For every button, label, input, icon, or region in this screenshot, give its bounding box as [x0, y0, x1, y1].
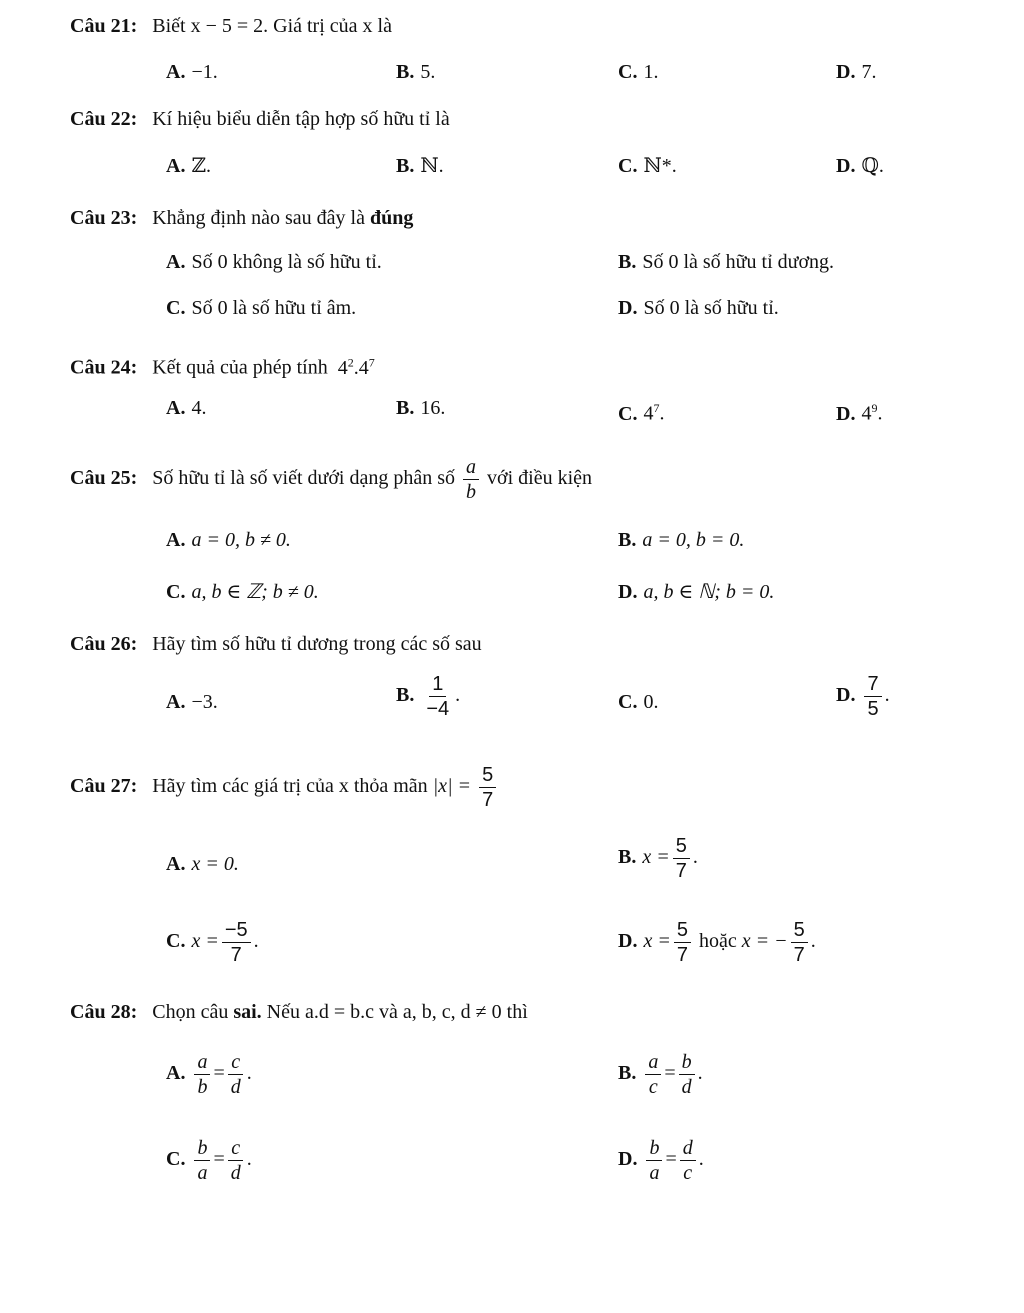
- fraction: $\frac{7}{5}$: [864, 674, 881, 719]
- fraction: $\frac{d}{c}$: [680, 1138, 696, 1183]
- question-24-stem: [70, 350, 375, 380]
- fraction: $\frac{b}{a}$: [194, 1138, 210, 1183]
- question-21-stem: [70, 14, 392, 38]
- option-d[interactable]: D. a, b ∈ ℕ; b = 0.: [618, 581, 775, 603]
- option-d[interactable]: D. $4^9$.: [836, 401, 883, 425]
- option-d[interactable]: D. Số 0 là số hữu tỉ.: [618, 297, 779, 319]
- fraction: $\frac{5}{7}$: [673, 836, 690, 881]
- option-b[interactable]: B. $\frac{1}{-4}$ .: [396, 673, 461, 720]
- question-text: Kết quả của phép tính: [152, 356, 328, 379]
- question-text-tail: với điều kiện: [487, 467, 593, 489]
- question-text: Hãy tìm số hữu tỉ dương trong các số sau: [152, 633, 482, 655]
- option-c[interactable]: C. $\frac{b}{a}$ = $\frac{c}{d}$ .: [166, 1137, 252, 1184]
- option-d[interactable]: D. $\frac{7}{5}$ .: [836, 673, 890, 720]
- option-b[interactable]: B. x = $\frac{5}{7}$ .: [618, 835, 698, 882]
- question-label: Câu 25:: [70, 467, 138, 489]
- option-a[interactable]: A. a = 0, b ≠ 0.: [166, 529, 291, 551]
- option-b[interactable]: B. Số 0 là số hữu tỉ dương.: [618, 251, 835, 273]
- question-label: Câu 21:: [70, 15, 138, 37]
- emphasis-word: sai.: [233, 1001, 262, 1023]
- question-text-pre: Chọn câu: [152, 1001, 229, 1023]
- question-27-stem: [70, 758, 499, 814]
- fraction: $\frac{c}{d}$: [228, 1138, 244, 1183]
- fraction: $\frac{a}{b}$: [194, 1052, 210, 1097]
- absolute-value: |x| =: [432, 775, 472, 797]
- question-text: Biết x − 5 = 2. Giá trị của x là: [152, 15, 392, 37]
- question-text: Nếu a.d = b.c và a, b, c, d ≠ 0 thì: [266, 1001, 528, 1023]
- option-b[interactable]: B. $\frac{a}{c}$ = $\frac{b}{d}$ .: [618, 1051, 703, 1098]
- option-b[interactable]: B. 5.: [396, 61, 436, 83]
- option-c[interactable]: C. a, b ∈ ℤ; b ≠ 0.: [166, 581, 319, 603]
- option-d[interactable]: D. x = $\frac{5}{7}$ hoặc x = − $\frac{5}{7}$ .: [618, 919, 816, 966]
- option-c[interactable]: C. ℕ*.: [618, 155, 677, 177]
- option-d[interactable]: D. 7.: [836, 61, 877, 83]
- question-label: Câu 26:: [70, 633, 138, 655]
- option-b[interactable]: B. 16.: [396, 397, 446, 419]
- option-d[interactable]: D. ℚ.: [836, 155, 884, 177]
- emphasis-word: đúng: [369, 207, 414, 229]
- question-label: Câu 28:: [70, 1001, 138, 1023]
- question-22-stem: [70, 107, 450, 131]
- fraction: $\frac{a}{c}$: [645, 1052, 661, 1097]
- option-c[interactable]: C. 0.: [618, 691, 659, 713]
- question-label: Câu 23:: [70, 207, 138, 229]
- option-a[interactable]: A. ℤ.: [166, 155, 212, 177]
- option-a[interactable]: A. x = 0.: [166, 853, 239, 875]
- option-b[interactable]: B. a = 0, b = 0.: [618, 529, 745, 551]
- question-25-stem: [70, 450, 592, 506]
- fraction: $\frac{b}{a}$: [646, 1138, 662, 1183]
- option-a[interactable]: A. −3.: [166, 691, 218, 713]
- question-text: Kí hiệu biểu diễn tập hợp số hữu tỉ là: [152, 108, 450, 130]
- question-text: Số hữu tỉ là số viết dưới dạng phân số: [152, 467, 456, 489]
- option-a[interactable]: A. $\frac{a}{b}$ = $\frac{c}{d}$ .: [166, 1051, 252, 1098]
- option-a[interactable]: A. 4.: [166, 397, 207, 419]
- option-b[interactable]: B. ℕ.: [396, 155, 444, 177]
- fraction: $\frac{a}{b}$: [463, 457, 479, 502]
- option-d[interactable]: D. $\frac{b}{a}$ = $\frac{d}{c}$ .: [618, 1137, 704, 1184]
- question-23-stem: [70, 206, 413, 230]
- question-28-stem: [70, 1000, 528, 1024]
- question-label: Câu 27:: [70, 775, 138, 797]
- fraction: $\frac{-5}{7}$: [222, 920, 251, 965]
- fraction: $\frac{5}{7}$: [674, 920, 691, 965]
- fraction: $\frac{b}{d}$: [679, 1052, 695, 1097]
- option-a[interactable]: A. Số 0 không là số hữu tỉ.: [166, 251, 382, 273]
- question-label: Câu 24:: [70, 356, 138, 379]
- option-c[interactable]: C. 1.: [618, 61, 659, 83]
- option-c[interactable]: C. x = $\frac{-5}{7}$ .: [166, 919, 259, 966]
- question-text: Hãy tìm các giá trị của x thỏa mãn: [152, 775, 428, 797]
- fraction: $\frac{5}{7}$: [791, 920, 808, 965]
- power-expression: $4^2.4^7$: [337, 355, 375, 379]
- question-26-stem: [70, 632, 482, 656]
- option-c[interactable]: C. Số 0 là số hữu tỉ âm.: [166, 297, 357, 319]
- option-c[interactable]: C. $4^7$.: [618, 401, 665, 425]
- fraction: $\frac{5}{7}$: [479, 765, 496, 810]
- question-label: Câu 22:: [70, 108, 138, 130]
- question-text: Khẳng định nào sau đây là: [152, 207, 365, 229]
- fraction: $\frac{1}{-4}$: [426, 673, 450, 720]
- option-a[interactable]: A. −1.: [166, 61, 218, 83]
- fraction: $\frac{c}{d}$: [228, 1052, 244, 1097]
